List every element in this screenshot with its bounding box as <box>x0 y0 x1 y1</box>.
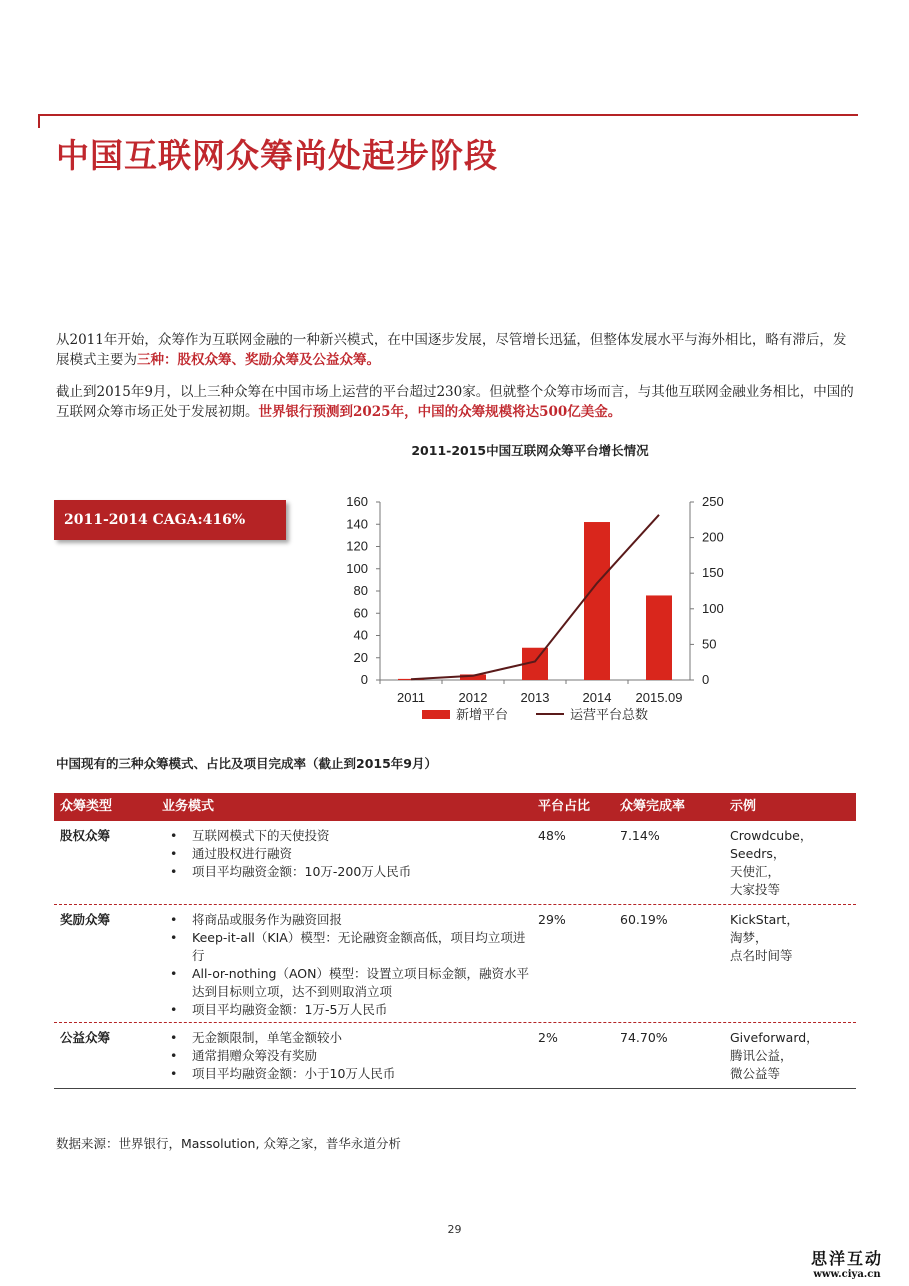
left-tick-label: 80 <box>353 583 368 598</box>
header-share: 平台占比 <box>538 799 591 814</box>
bar-2015.09 <box>646 595 672 680</box>
row-bullets <box>162 827 532 881</box>
right-tick-label: 100 <box>702 600 724 616</box>
left-tick-label: 160 <box>346 494 368 509</box>
header-type: 众筹类型 <box>60 799 113 814</box>
x-tick-label: 2015.09 <box>635 690 683 705</box>
left-tick-label: 60 <box>353 605 368 621</box>
header-examples: 示例 <box>730 799 757 814</box>
legend-swatch-new <box>422 710 450 719</box>
x-tick-label: 2012 <box>458 690 488 705</box>
watermark <box>811 1246 883 1280</box>
left-tick-label: 120 <box>346 538 368 554</box>
chart-title: 2011-2015中国互联网众筹平台增长情况 <box>411 443 649 458</box>
table-header-row <box>54 793 856 821</box>
example-item: 微公益等 <box>730 1066 781 1081</box>
right-tick-label: 250 <box>702 494 724 509</box>
watermark-brand: 思洋互动 <box>810 1249 883 1268</box>
legend-label-new: 新增平台 <box>456 707 509 722</box>
header-rule-tick <box>38 114 40 128</box>
row-type: 公益众筹 <box>60 1030 111 1045</box>
left-tick-label: 100 <box>346 560 368 576</box>
row-share: 48% <box>538 828 566 843</box>
bullet-item: • All-or-nothing（AON）模型：设置立项目标金额，融资水平达到目标则立项，达不到则取消立项 <box>162 965 532 1001</box>
left-tick-label: 20 <box>353 649 368 665</box>
bullet-item: • 通常捐赠众筹没有奖励 <box>162 1047 532 1065</box>
bullet-item: • 将商品或服务作为融资回报 <box>162 911 532 929</box>
intro-p2-highlight: 世界银行预测到2025年，中国的众筹规模将达500亿美金。 <box>258 404 622 420</box>
table-row-charity <box>54 1023 856 1089</box>
row-bullets <box>162 1029 532 1083</box>
page-number: 29 <box>447 1223 462 1236</box>
crowdfunding-models-table <box>54 793 856 1089</box>
bar-2014 <box>584 522 610 680</box>
row-examples <box>730 1029 819 1083</box>
legend-label-total: 运营平台总数 <box>570 707 649 722</box>
example-item: Crowdcube， <box>730 828 813 843</box>
row-bullets <box>162 911 532 1019</box>
example-item: Seedrs， <box>730 846 786 861</box>
table-row-reward <box>54 905 856 1023</box>
caga-callout: 2011-2014 CAGA:416% <box>54 500 286 540</box>
bullet-item: • Keep-it-all（KIA）模型：无论融资金额高低，项目均立项进行 <box>162 929 532 965</box>
x-tick-label: 2011 <box>397 690 425 705</box>
intro-paragraph-2 <box>56 382 856 422</box>
intro-paragraph-1 <box>56 330 856 370</box>
header-model: 业务模式 <box>162 799 215 814</box>
row-examples <box>730 911 799 965</box>
intro-p1-highlight: 三种：股权众筹、奖励众筹及公益众筹。 <box>137 352 380 368</box>
row-share: 2% <box>538 1030 558 1045</box>
intro-p1-text: 从2011年开始，众筹作为互联网金融的一种新兴模式，在中国逐步发展，尽管增长迅猛，但整体发展水平与海外相比，略有滞后，发展模式主要为 <box>56 332 847 368</box>
example-item: 腾讯公益， <box>730 1048 793 1063</box>
page-title: 中国互联网众筹尚处起步阶段 <box>56 136 498 175</box>
row-type: 奖励众筹 <box>60 912 111 927</box>
data-source-note: 数据来源：世界银行，Massolution, 众筹之家，普华永道分析 <box>56 1136 401 1151</box>
example-item: 大家投等 <box>730 882 781 897</box>
left-tick-label: 0 <box>360 672 368 687</box>
row-rate: 74.70% <box>620 1030 668 1045</box>
left-tick-label: 40 <box>353 627 368 643</box>
x-tick-label: 2014 <box>582 690 612 705</box>
right-tick-label: 0 <box>702 672 710 687</box>
table-row-equity <box>54 821 856 905</box>
bullet-item: • 项目平均融资金额：1万-5万人民币 <box>162 1001 532 1019</box>
header-rule <box>38 114 858 116</box>
row-examples <box>730 827 812 899</box>
right-tick-label: 150 <box>702 565 724 581</box>
table-heading: 中国现有的三种众筹模式、占比及项目完成率（截止到2015年9月） <box>56 756 437 771</box>
row-share: 29% <box>538 912 566 927</box>
right-tick-label: 200 <box>702 529 724 545</box>
x-tick-label: 2013 <box>520 690 550 705</box>
example-item: Giveforward， <box>730 1030 819 1045</box>
example-item: 天使汇， <box>730 864 781 879</box>
bullet-item: • 项目平均融资金额：小于10万人民币 <box>162 1065 532 1083</box>
right-tick-label: 50 <box>702 636 717 652</box>
example-item: KickStart， <box>730 912 799 927</box>
header-rate: 众筹完成率 <box>620 799 686 814</box>
row-type: 股权众筹 <box>60 828 111 843</box>
example-item: 淘梦， <box>730 930 768 945</box>
row-rate: 60.19% <box>620 912 668 927</box>
bullet-item: • 互联网模式下的天使投资 <box>162 827 532 845</box>
intro-p2-text: 截止到2015年9月，以上三种众筹在中国市场上运营的平台超过230家。但就整个众筹市场而言，与其他互联网金融业务相比，中国的互联网众筹市场正处于发展初期。 <box>56 384 854 420</box>
bullet-item: • 通过股权进行融资 <box>162 845 532 863</box>
bullet-item: • 项目平均融资金额：10万-200万人民币 <box>162 863 532 881</box>
example-item: 点名时间等 <box>730 948 793 963</box>
bullet-item: • 无金额限制，单笔金额较小 <box>162 1029 532 1047</box>
left-tick-label: 140 <box>346 516 368 532</box>
platform-growth-chart <box>330 490 730 730</box>
watermark-url: www.ciya.cn <box>813 1269 881 1280</box>
row-rate: 7.14% <box>620 828 660 843</box>
